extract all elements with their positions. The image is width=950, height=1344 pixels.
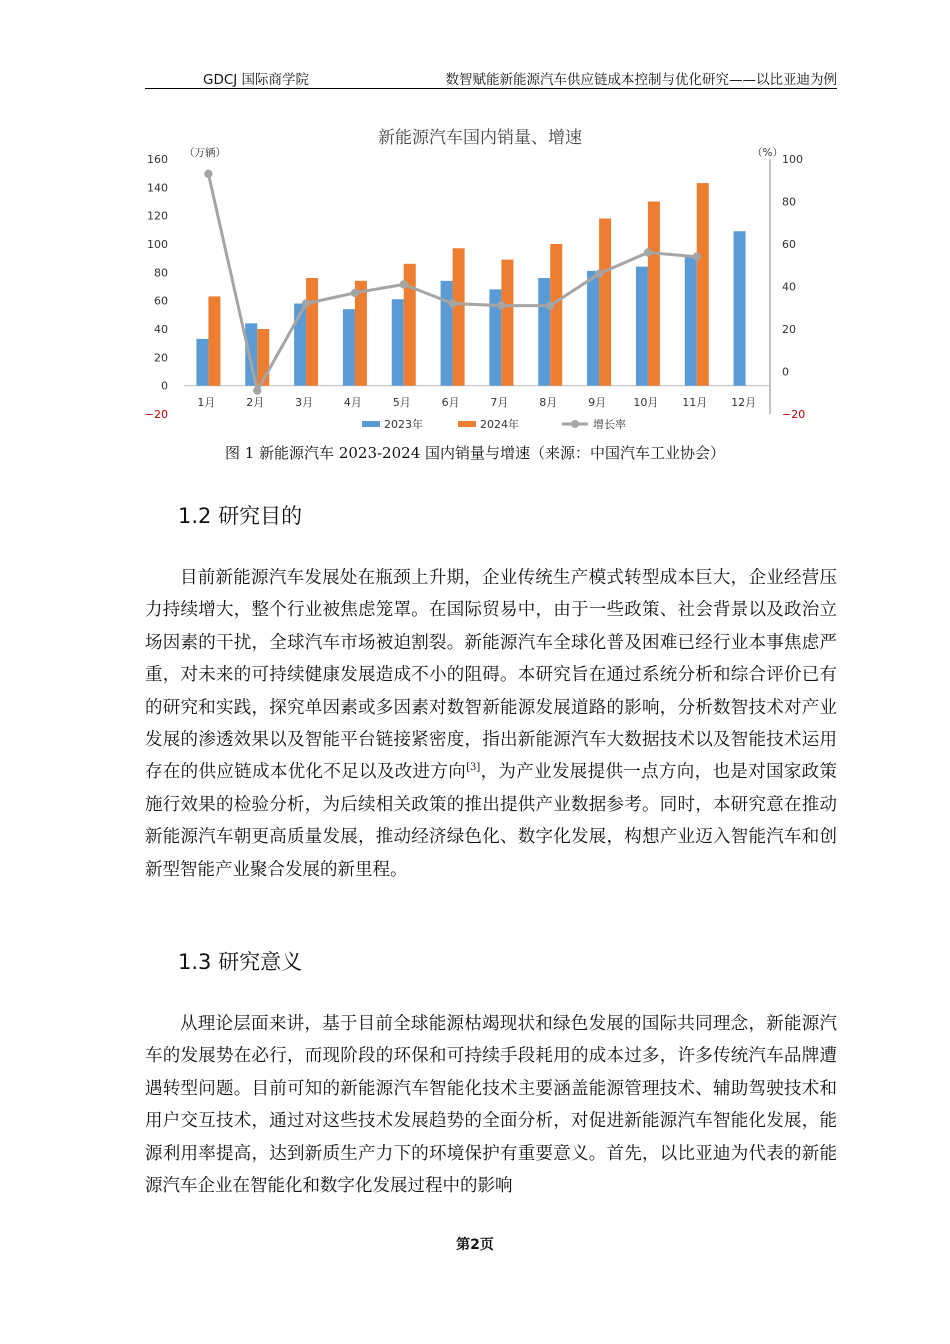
bar-2024年-7月 xyxy=(501,260,513,386)
bar-2024年-9月 xyxy=(599,219,611,386)
bar-2023年-10月 xyxy=(636,267,648,386)
left-tick-label: 40 xyxy=(154,323,168,336)
paragraph-research-purpose xyxy=(145,562,837,886)
growth-rate-point-1月 xyxy=(204,170,212,178)
right-tick-label: −20 xyxy=(782,408,806,421)
right-tick-label: 80 xyxy=(782,195,796,209)
header-thesis-title: 数智赋能新能源汽车供应链成本控制与优化研究——以比亚迪为例 xyxy=(445,72,837,88)
growth-rate-point-2月 xyxy=(253,386,261,394)
left-tick-label: 80 xyxy=(154,266,168,280)
category-label: 6月 xyxy=(441,396,460,409)
category-label: 12月 xyxy=(731,396,757,409)
left-tick-label: 0 xyxy=(161,379,168,393)
legend-label-2024年: 2024年 xyxy=(480,418,519,431)
bar-2024年-11月 xyxy=(697,183,709,386)
bar-2024年-3月 xyxy=(306,278,318,386)
bar-2023年-12月 xyxy=(734,231,746,385)
bar-2023年-6月 xyxy=(441,281,453,386)
left-tick-label: 120 xyxy=(147,209,168,223)
bar-2023年-11月 xyxy=(685,255,697,385)
legend-swatch-2024年 xyxy=(458,421,476,427)
sales-growth-chart xyxy=(140,118,820,438)
category-label: 11月 xyxy=(682,396,708,409)
growth-rate-point-10月 xyxy=(644,248,652,256)
left-tick-label: 100 xyxy=(147,238,168,251)
right-tick-label: 100 xyxy=(782,153,803,166)
left-tick-label: 20 xyxy=(154,351,168,365)
category-label: 3月 xyxy=(295,396,314,409)
paragraph-research-significance: 从理论层面来讲，基于目前全球能源枯竭现状和绿色发展的国际共同理念，新能源汽车的发展势在必行，而现阶段的环保和可持续手段耗用的成本过多，许多传统汽车品牌遭遇转型问题。目前可知的新能源汽车智能化技术主要涵盖能源管理技术、辅助驾驶技术和用户交互技术，通过对这些技术发展趋势的全面分析，对促进新能源汽车智能化发展，能源利用率提高，达到新质生产力下的环境保护有重要意义。首先，以比亚迪为代表的新能源汽车企业在智能化和数字化发展过程中的影响 xyxy=(145,1014,837,1197)
growth-rate-point-9月 xyxy=(595,270,603,278)
growth-rate-point-3月 xyxy=(302,299,310,307)
bar-2023年-5月 xyxy=(392,299,404,385)
bar-2024年-6月 xyxy=(453,248,465,385)
category-label: 4月 xyxy=(343,396,362,409)
left-tick-label: 160 xyxy=(147,153,168,166)
growth-rate-point-8月 xyxy=(546,301,554,309)
right-tick-label: 40 xyxy=(782,280,796,294)
bar-2023年-4月 xyxy=(343,309,355,386)
bar-2023年-8月 xyxy=(538,278,550,386)
category-label: 9月 xyxy=(588,396,607,409)
bar-2024年-10月 xyxy=(648,202,660,386)
category-label: 8月 xyxy=(539,396,558,409)
page-number: 第2页 xyxy=(456,1237,494,1253)
section-title-research-purpose: 1.2 研究目的 xyxy=(178,504,303,528)
legend-marker-增长率 xyxy=(571,420,579,428)
category-label: 7月 xyxy=(490,396,509,409)
citation-ref: [3] xyxy=(466,762,481,774)
growth-rate-point-5月 xyxy=(400,280,408,288)
growth-rate-point-7月 xyxy=(497,301,505,309)
right-tick-label: 20 xyxy=(782,323,796,336)
legend-label-2023年: 2023年 xyxy=(384,418,423,431)
page-header xyxy=(145,66,837,89)
growth-rate-point-4月 xyxy=(351,289,359,297)
left-tick-label: 60 xyxy=(154,294,168,308)
bar-2024年-8月 xyxy=(550,244,562,386)
figure-caption: 图 1 新能源汽车 2023-2024 国内销量与增速（来源：中国汽车工业协会） xyxy=(224,444,726,462)
right-tick-label: 0 xyxy=(782,365,789,379)
chart-title: 新能源汽车国内销量、增速 xyxy=(378,128,582,148)
category-label: 5月 xyxy=(392,396,411,409)
paragraph-research-purpose-text: 目前新能源汽车发展处在瓶颈上升期，企业传统生产模式转型成本巨大，企业经营压力持续增大，整个行业被焦虑笼罩。在国际贸易中，由于一些政策、社会背景以及政治立场因素的干扰，全球汽车市场被迫割裂。新能源汽车全球化普及困难已经行业本事焦虑严重，对未来的可持续健康发展造成不小的阻碍。本研究旨在通过系统分析和综合评价已有的研究和实践，探究单因素或多因素对数智新能源发展道路的影响，分析数智技术对产业发展的渗透效果以及智能平台链接紧密度，指出新能源汽车大数据技术以及智能技术运用存在的供应链成本优化不足以及改进方向 xyxy=(145,568,837,783)
right-tick-label: 60 xyxy=(782,238,796,251)
bar-2023年-9月 xyxy=(587,271,599,386)
category-label: 10月 xyxy=(633,396,659,409)
left-tick-label: −20 xyxy=(144,408,168,421)
section-title-research-significance: 1.3 研究意义 xyxy=(178,950,303,974)
category-label: 2月 xyxy=(246,396,265,409)
right-axis-unit: （%） xyxy=(752,147,783,159)
growth-rate-point-6月 xyxy=(448,299,456,307)
paragraph-research-purpose-text-cont: ，为产业发展提供一点方向，也是对国家政策施行效果的检验分析，为后续相关政策的推出提供产业数据参考。同时，本研究意在推动新能源汽车朝更高质量发展，推动经济绿色化、数字化发展，构想产业迈入智能汽车和创新型智能产业聚合发展的新里程。 xyxy=(145,762,838,880)
bar-2024年-1月 xyxy=(208,296,220,385)
left-axis-unit: （万辆） xyxy=(184,147,226,159)
legend-swatch-2023年 xyxy=(362,421,380,427)
left-tick-label: 140 xyxy=(147,181,168,195)
growth-rate-point-11月 xyxy=(693,253,701,261)
category-label: 1月 xyxy=(197,396,216,409)
bar-2023年-1月 xyxy=(196,339,208,386)
legend-label-增长率: 增长率 xyxy=(593,418,626,431)
header-institution: GDCJ 国际商学院 xyxy=(203,72,310,88)
